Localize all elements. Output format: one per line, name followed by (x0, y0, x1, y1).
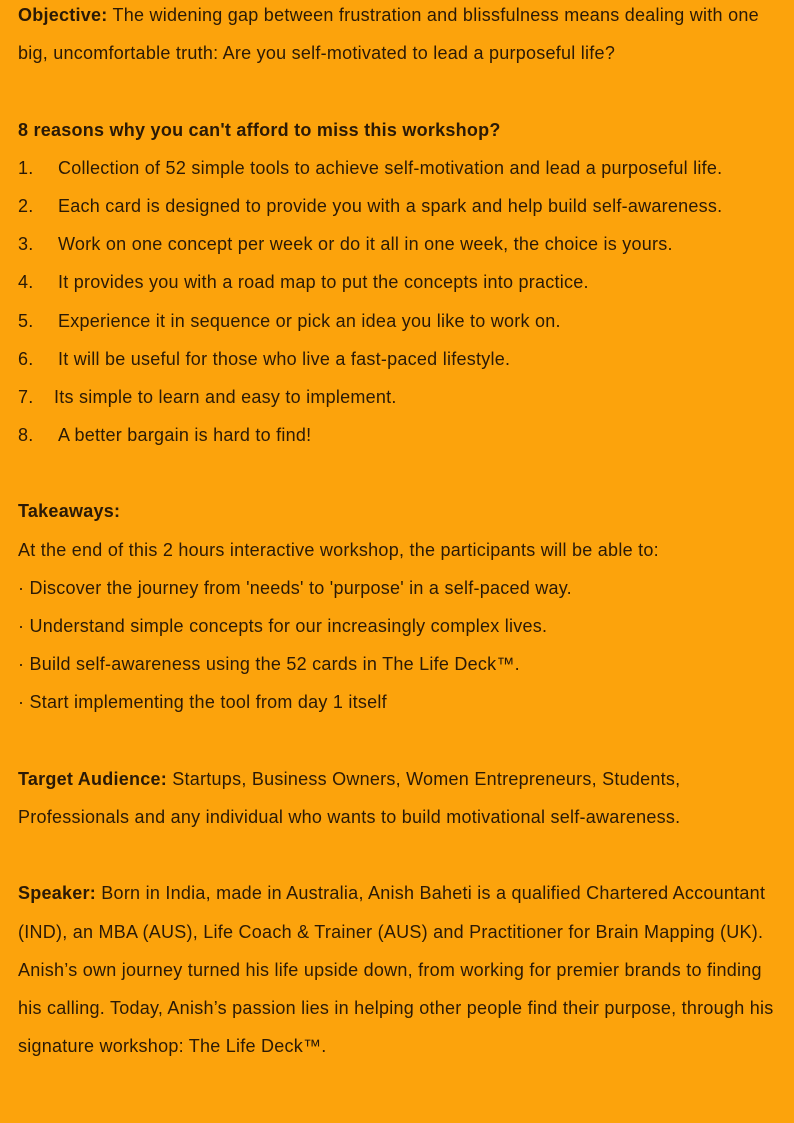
spacer (18, 836, 776, 874)
reasons-heading: 8 reasons why you can't afford to miss this workshop? (18, 119, 501, 140)
reason-number: 6. (18, 348, 34, 369)
reason-text: Work on one concept per week or do it all in one week, the choice is yours. (58, 234, 673, 255)
reason-text: Each card is designed to provide you with a spark and help build self-awareness. (58, 195, 723, 216)
reason-text: Experience it in sequence or pick an idea you like to work on. (58, 310, 561, 331)
takeaway-item: · Start implementing the tool from day 1 itself (18, 692, 387, 713)
reason-item (18, 225, 776, 263)
takeaway-item: · Discover the journey from 'needs' to 'purpose' in a self-paced way. (18, 577, 572, 598)
audience-label: Target Audience: (18, 768, 168, 789)
reason-number: 7. (18, 386, 34, 407)
reason-item (18, 263, 776, 301)
audience-section (18, 760, 776, 836)
spacer (18, 72, 776, 110)
takeaways-list (18, 569, 776, 722)
takeaways-intro: At the end of this 2 hours interactive workshop, the participants will be able to: (18, 539, 659, 560)
speaker-bio: Born in India, made in Australia, Anish Baheti is a qualified Chartered Accountant (IND), an MBA (AUS), Life Coach & Trainer (AUS) and Practitioner for Brain Mapping (UK). Anish’s own journey turned his life upside down, from working for premier brands to finding his calling. Today, Anish’s passion lies in helping other people find their purpose, through his signature workshop: The Life Deck™. (18, 883, 774, 1057)
objective-text: The widening gap between frustration and blissfulness means dealing with one big, uncomfortable truth: Are you self-motivated to lead a purposeful life? (18, 5, 759, 64)
reason-item (18, 340, 776, 378)
reason-number: 2. (18, 195, 34, 216)
reason-item (18, 187, 776, 225)
takeaways-heading: Takeaways: (18, 501, 121, 522)
reason-text: Its simple to learn and easy to implement. (54, 386, 397, 407)
audience-text: Startups, Business Owners, Women Entrepreneurs, Students, Professionals and any individual who wants to build motivational self-awareness. (18, 768, 681, 827)
reason-item (18, 416, 776, 454)
reason-item (18, 378, 776, 416)
reason-text: It will be useful for those who live a fast-paced lifestyle. (58, 348, 511, 369)
spacer (18, 722, 776, 760)
reasons-list (18, 149, 776, 455)
objective-label: Objective: (18, 5, 108, 25)
speaker-section (18, 874, 776, 1065)
reason-text: Collection of 52 simple tools to achieve self-motivation and lead a purposeful life. (58, 157, 723, 178)
reason-number: 5. (18, 310, 34, 331)
reason-number: 3. (18, 234, 34, 255)
takeaway-item: · Build self-awareness using the 52 cards in The Life Deck™. (18, 654, 520, 675)
speaker-label: Speaker: (18, 883, 97, 904)
reason-number: 8. (18, 425, 34, 446)
objective-section (18, 0, 776, 72)
reason-text: A better bargain is hard to find! (58, 425, 312, 446)
reason-item (18, 302, 776, 340)
takeaway-item: · Understand simple concepts for our increasingly complex lives. (18, 616, 548, 637)
reason-item (18, 149, 776, 187)
spacer (18, 454, 776, 492)
reason-number: 1. (18, 157, 34, 178)
reason-number: 4. (18, 272, 34, 293)
reason-text: It provides you with a road map to put the concepts into practice. (58, 272, 589, 293)
